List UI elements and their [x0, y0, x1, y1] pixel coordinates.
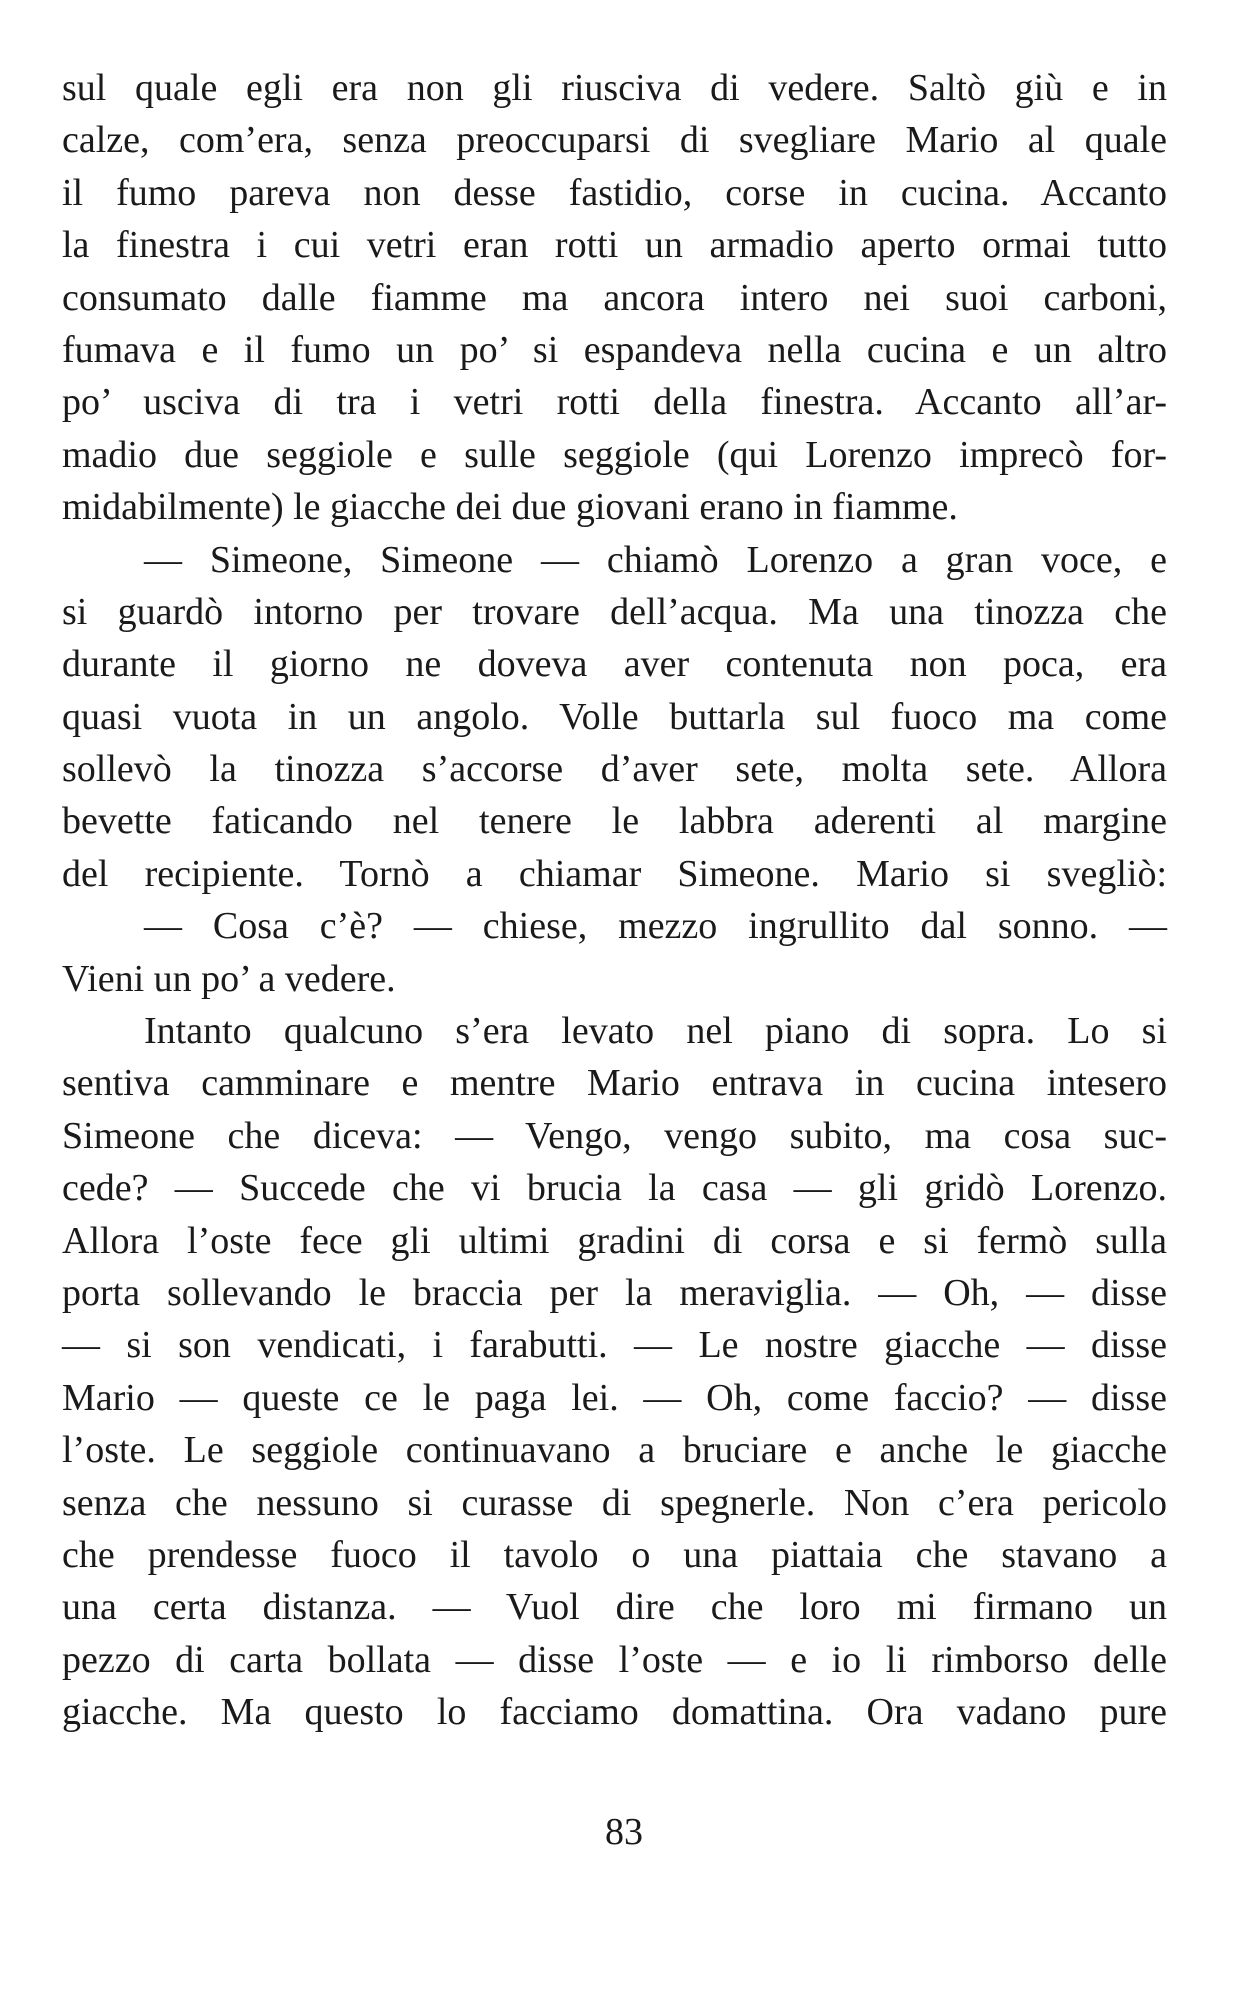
- text-line: la finestra i cui vetri eran rotti un armadio aperto ormai tutto: [62, 224, 1167, 267]
- text-line: Allora l’oste fece gli ultimi gradini di corsa e si fermò sulla: [62, 1219, 1167, 1262]
- text-line: midabilmente) le giacche dei due giovani erano in fiamme.: [62, 486, 958, 529]
- text-line: Simeone che diceva: — Vengo, vengo subito, ma cosa suc-: [62, 1114, 1167, 1157]
- text-line: fumava e il fumo un po’ si espandeva nella cucina e un altro: [62, 328, 1167, 371]
- text-line: Mario — queste ce le paga lei. — Oh, come faccio? — disse: [62, 1376, 1167, 1419]
- text-line: senza che nessuno si curasse di spegnerle. Non c’era pericolo: [62, 1481, 1167, 1524]
- body-text: [62, 62, 1167, 1739]
- page-number: 83: [605, 1811, 643, 1853]
- text-line: po’ usciva di tra i vetri rotti della finestra. Accanto all’ar-: [62, 381, 1167, 424]
- text-line: pezzo di carta bollata — disse l’oste — e io li rimborso delle: [62, 1638, 1167, 1681]
- text-line: — si son vendicati, i farabutti. — Le nostre giacche — disse: [62, 1324, 1167, 1367]
- text-line: del recipiente. Tornò a chiamar Simeone. Mario si svegliò:: [62, 852, 1167, 895]
- text-line: sollevò la tinozza s’accorse d’aver sete, molta sete. Allora: [62, 748, 1167, 791]
- text-line: consumato dalle fiamme ma ancora intero nei suoi carboni,: [62, 276, 1167, 319]
- text-line: si guardò intorno per trovare dell’acqua. Ma una tinozza che: [62, 590, 1167, 633]
- text-line: giacche. Ma questo lo facciamo domattina. Ora vadano pure: [62, 1691, 1167, 1734]
- text-line: il fumo pareva non desse fastidio, corse in cucina. Accanto: [62, 171, 1167, 214]
- text-line: quasi vuota in un angolo. Volle buttarla sul fuoco ma come: [62, 695, 1167, 738]
- text-line: — Cosa c’è? — chiese, mezzo ingrullito dal sonno. —: [144, 905, 1167, 948]
- text-line: sul quale egli era non gli riusciva di vedere. Saltò giù e in: [62, 67, 1167, 109]
- text-line: porta sollevando le braccia per la meraviglia. — Oh, — disse: [62, 1271, 1167, 1314]
- text-line: — Simeone, Simeone — chiamò Lorenzo a gran voce, e: [144, 538, 1167, 581]
- text-line: l’oste. Le seggiole continuavano a bruciare e anche le giacche: [62, 1429, 1167, 1472]
- text-line: durante il giorno ne doveva aver contenuta non poca, era: [62, 643, 1167, 686]
- text-line: Intanto qualcuno s’era levato nel piano di sopra. Lo si: [144, 1010, 1167, 1053]
- text-line: una certa distanza. — Vuol dire che loro mi firmano un: [62, 1586, 1167, 1629]
- text-line: sentiva camminare e mentre Mario entrava in cucina intesero: [62, 1062, 1167, 1105]
- text-line: madio due seggiole e sulle seggiole (qui Lorenzo imprecò for-: [62, 433, 1167, 476]
- text-line: cede? — Succede che vi brucia la casa — gli gridò Lorenzo.: [62, 1167, 1167, 1210]
- text-line: che prendesse fuoco il tavolo o una piattaia che stavano a: [62, 1533, 1167, 1576]
- text-line: calze, com’era, senza preoccuparsi di svegliare Mario al quale: [62, 119, 1167, 162]
- text-line: Vieni un po’ a vedere.: [62, 957, 396, 1000]
- text-line: bevette faticando nel tenere le labbra aderenti al margine: [62, 800, 1167, 843]
